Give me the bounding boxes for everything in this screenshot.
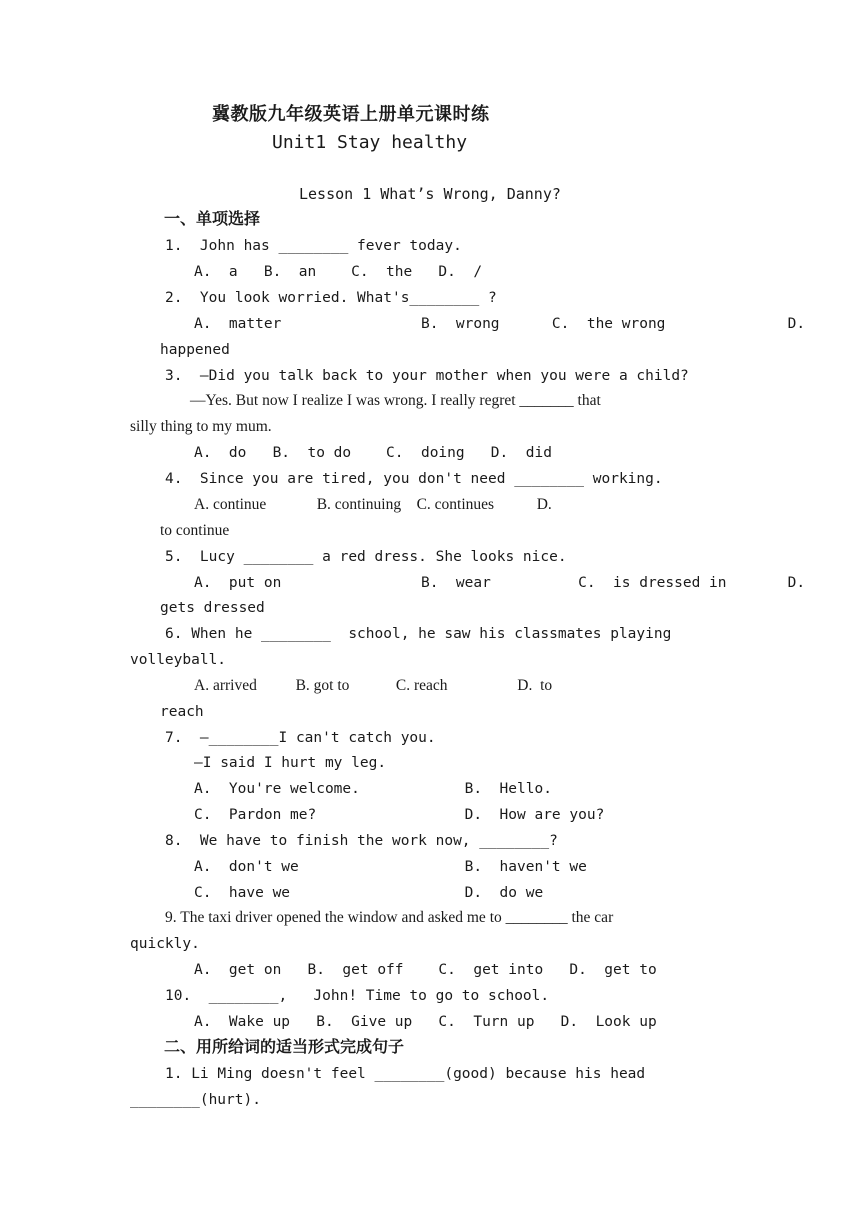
question-3-stem-cont: silly thing to my mum. <box>130 418 272 435</box>
question-7-options-ab: A. You're welcome. B. Hello. <box>194 781 552 797</box>
section-1-heading: 一、单项选择 <box>164 209 261 228</box>
question-4-stem: 4. Since you are tired, you don't need ________ working. <box>165 471 663 487</box>
question-6-stem-cont: volleyball. <box>130 652 227 668</box>
section-2-question-1-stem: 1. Li Ming doesn't feel ________(good) because his head <box>165 1066 646 1082</box>
question-8-options-cd: C. have we D. do we <box>194 885 544 901</box>
question-4-options-cont: to continue <box>160 522 230 539</box>
unit-title: Unit1 Stay healthy <box>272 132 468 153</box>
question-6-stem: 6. When he ________ school, he saw his classmates playing <box>165 626 672 642</box>
section-2-heading: 二、用所给词的适当形式完成句子 <box>164 1037 405 1056</box>
lesson-title: Lesson 1 What’s Wrong, Danny? <box>299 185 561 203</box>
question-7-stem-2: —I said I hurt my leg. <box>194 755 387 771</box>
question-8-options-ab: A. don't we B. haven't we <box>194 859 587 875</box>
question-5-options-cont: gets dressed <box>160 600 265 616</box>
question-3-options: A. do B. to do C. doing D. did <box>194 445 552 461</box>
question-1-options: A. a B. an C. the D. / <box>194 264 483 280</box>
question-8-stem: 8. We have to finish the work now, ________? <box>165 833 558 849</box>
question-6-options-cont: reach <box>160 704 204 720</box>
section-2-question-1-cont: ________(hurt). <box>130 1092 261 1108</box>
question-2-options-cont: happened <box>160 342 230 358</box>
question-9-stem: 9. The taxi driver opened the window and asked me to ________ the car <box>165 909 614 926</box>
question-5-options: A. put on B. wear C. is dressed in D. <box>194 575 806 591</box>
question-1-stem: 1. John has ________ fever today. <box>165 238 462 254</box>
question-7-stem: 7. —________I can't catch you. <box>165 730 436 746</box>
question-10-options: A. Wake up B. Give up C. Turn up D. Look up <box>194 1014 657 1030</box>
question-3-stem-2: —Yes. But now I realize I was wrong. I really regret _______ that <box>190 392 601 409</box>
question-3-stem: 3. —Did you talk back to your mother when you were a child? <box>165 368 689 384</box>
question-4-options: A. continue B. continuing C. continues D. <box>194 496 552 513</box>
document-title: 冀教版九年级英语上册单元课时练 <box>212 104 490 125</box>
question-10-stem: 10. ________, John! Time to go to school. <box>165 988 550 1004</box>
question-9-stem-cont: quickly. <box>130 936 200 952</box>
question-2-stem: 2. You look worried. What's________ ? <box>165 290 497 306</box>
question-9-options: A. get on B. get off C. get into D. get to <box>194 962 657 978</box>
question-7-options-cd: C. Pardon me? D. How are you? <box>194 807 605 823</box>
question-6-options: A. arrived B. got to C. reach D. to <box>194 677 553 694</box>
question-5-stem: 5. Lucy ________ a red dress. She looks nice. <box>165 549 567 565</box>
question-2-options: A. matter B. wrong C. the wrong D. <box>194 316 806 332</box>
